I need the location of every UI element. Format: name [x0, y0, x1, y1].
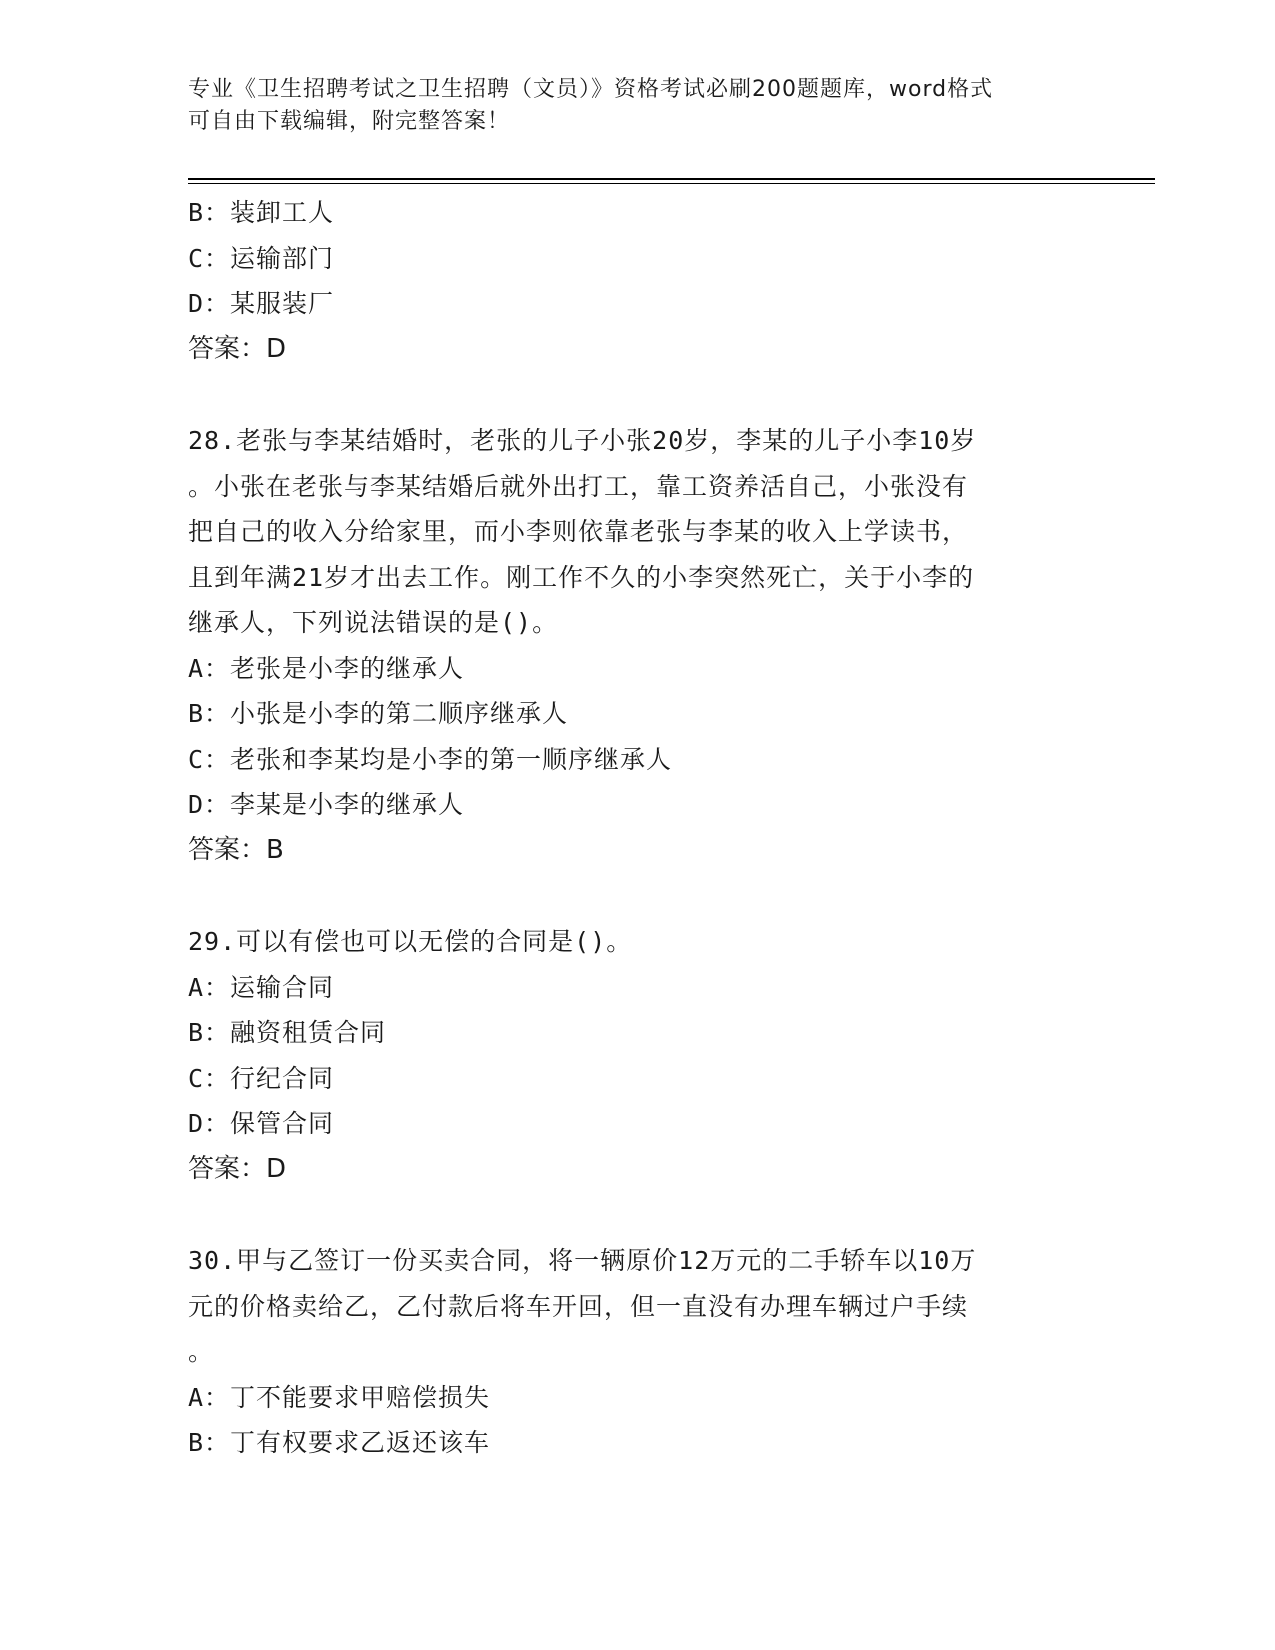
option-b: B：融资租赁合同	[188, 1018, 387, 1047]
header-line-1: 专业《卫生招聘考试之卫生招聘（文员）》资格考试必刷200题题库，word格式	[188, 77, 994, 102]
option-c: C：运输部门	[188, 243, 335, 273]
continued-question	[188, 190, 1088, 372]
question-text-line: 30.甲与乙签订一份买卖合同，将一辆原价12万元的二手轿车以10万	[188, 1246, 977, 1275]
option-a: A：老张是小李的继承人	[188, 653, 465, 683]
document-header	[188, 74, 1078, 138]
option-b: B：小张是小李的第二顺序继承人	[188, 699, 569, 728]
option-d: D：某服装厂	[188, 289, 335, 318]
option-a: A：运输合同	[188, 972, 335, 1002]
question-28	[188, 418, 1088, 873]
question-text-line: 。小张在老张与李某结婚后就外出打工，靠工资养活自己，小张没有	[188, 471, 969, 501]
header-line-2: 可自由下载编辑，附完整答案！	[188, 109, 511, 134]
question-content	[188, 190, 1088, 1466]
question-text-line: 且到年满21岁才出去工作。刚工作不久的小李突然死亡，关于小李的	[188, 562, 975, 592]
option-d: D：李某是小李的继承人	[188, 790, 465, 819]
question-text-line: 。	[188, 1337, 215, 1366]
header-divider-thin	[188, 183, 1155, 184]
option-b: B：丁有权要求乙返还该车	[188, 1428, 491, 1457]
question-30	[188, 1238, 1088, 1466]
answer-line: 答案：D	[188, 1153, 287, 1184]
spacer	[188, 372, 1088, 418]
answer-line: 答案：D	[188, 333, 287, 364]
question-text-line: 28.老张与李某结婚时，老张的儿子小张20岁，李某的儿子小李10岁	[188, 426, 977, 455]
option-d: D：保管合同	[188, 1109, 335, 1138]
option-a: A：丁不能要求甲赔偿损失	[188, 1382, 491, 1412]
question-text-line: 把自己的收入分给家里，而小李则依靠老张与李某的收入上学读书，	[188, 517, 969, 546]
spacer	[188, 873, 1088, 919]
question-text-line: 继承人，下列说法错误的是()。	[188, 608, 559, 637]
option-c: C：行纪合同	[188, 1063, 335, 1093]
question-text-line: 元的价格卖给乙，乙付款后将车开回，但一直没有办理车辆过户手续	[188, 1291, 969, 1321]
question-text-line: 29.可以有偿也可以无偿的合同是()。	[188, 927, 633, 956]
spacer	[188, 1192, 1088, 1238]
question-29	[188, 919, 1088, 1192]
header-divider-thick	[188, 178, 1155, 180]
option-b: B：装卸工人	[188, 198, 335, 227]
option-c: C：老张和李某均是小李的第一顺序继承人	[188, 744, 673, 774]
answer-line: 答案：B	[188, 834, 284, 865]
